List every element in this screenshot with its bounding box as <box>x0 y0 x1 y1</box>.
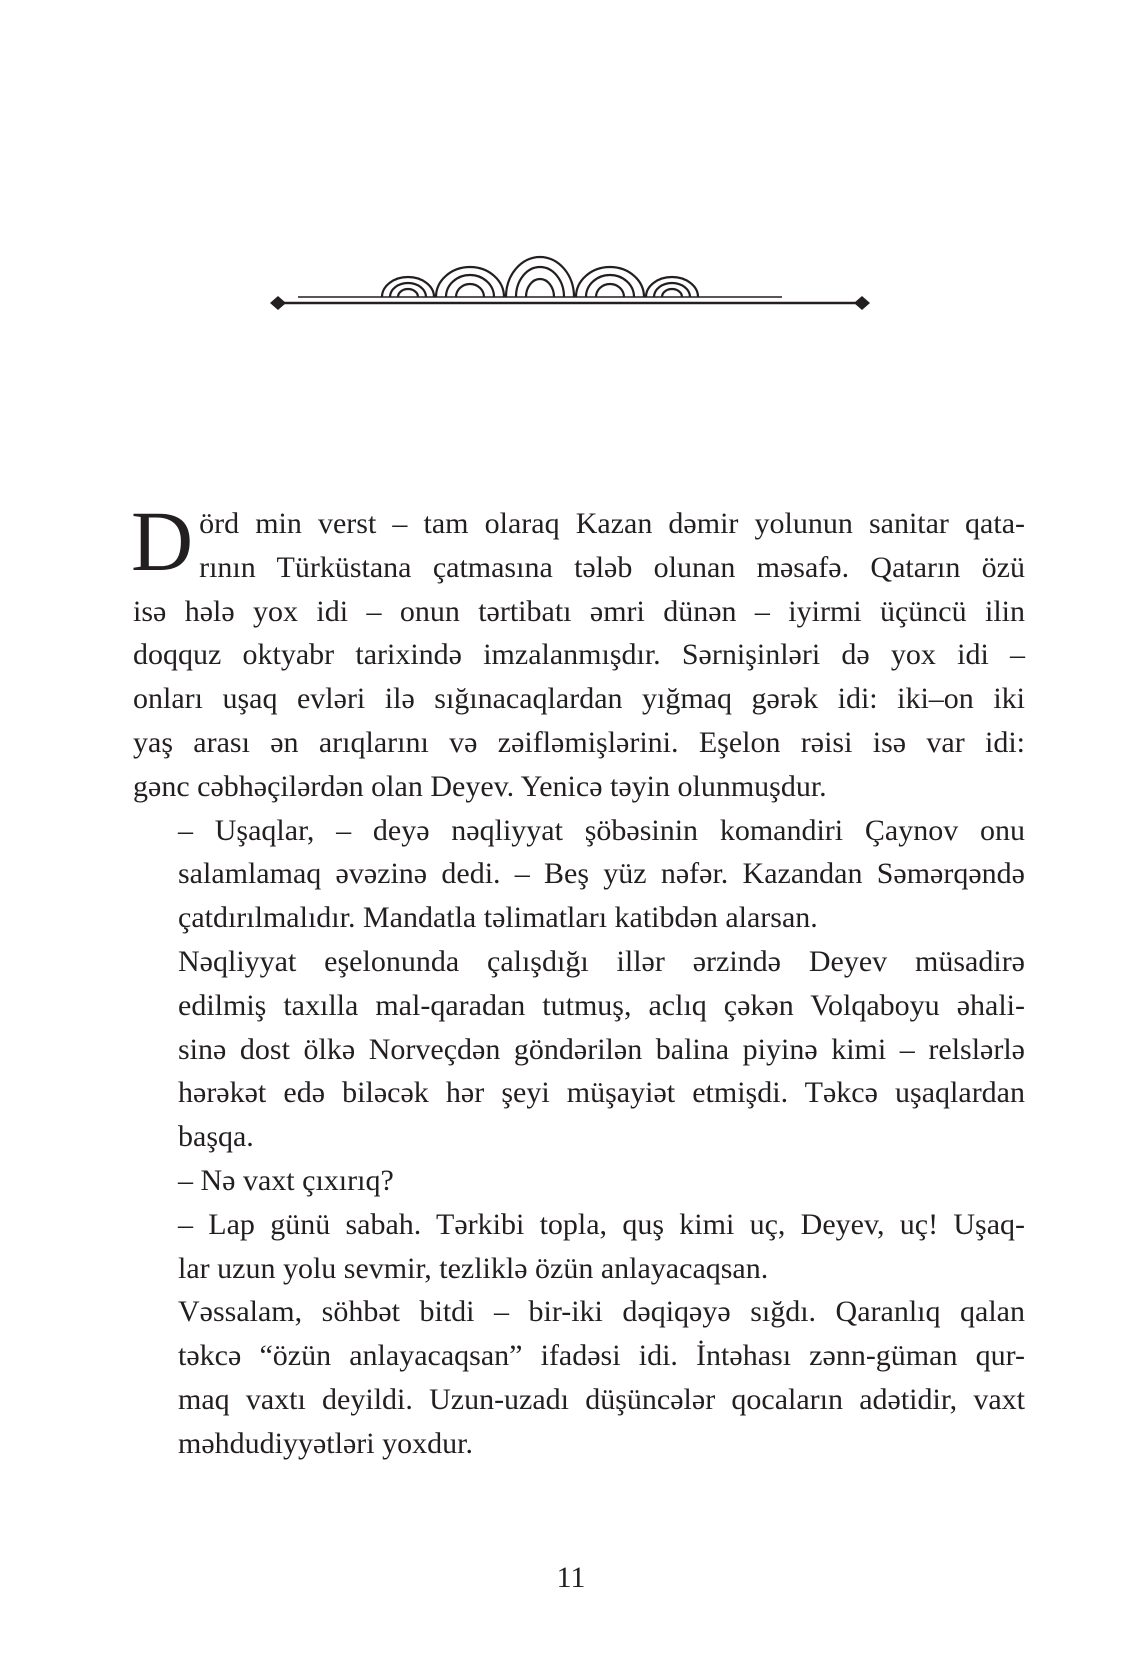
text-line: onları uşaq evləri ilə sığınacaqlardan yığmaq gərək idi: iki–on iki <box>133 682 1025 716</box>
drop-cap: D <box>131 493 194 589</box>
paragraph <box>133 1159 1025 1203</box>
paragraph <box>133 809 1025 940</box>
text-line: yaş arası ən arıqlarını və zəifləmişlərini. Eşelon rəisi isə var idi: <box>133 725 1025 759</box>
text-line: – Lap günü sabah. Tərkibi topla, quş kimi uç, Deyev, uç! Uşaq- <box>178 1207 1025 1241</box>
text-line: çatdırılmalıdır. Mandatla təlimatları katibdən alarsan. <box>178 901 818 935</box>
text-line: – Nə vaxt çıxırıq? <box>178 1163 394 1197</box>
paragraph <box>131 493 1025 809</box>
paragraph <box>133 1203 1025 1291</box>
paragraph <box>133 940 1025 1159</box>
paragraph <box>133 1290 1025 1465</box>
text-line: doqquz oktyabr tarixində imzalanmışdır. Sərnişinləri də yox idi – <box>133 638 1025 672</box>
page-number: 11 <box>556 1561 586 1594</box>
text-line: maq vaxtı deyildi. Uzun-uzadı düşüncələr qocaların adətidir, vaxt <box>178 1382 1025 1416</box>
text-line: sinə dost ölkə Norveçdən göndərilən balina piyinə kimi – relslərlə <box>178 1032 1025 1066</box>
arched-rainbow-divider-icon <box>270 255 870 335</box>
text-line: salamlamaq əvəzinə dedi. – Beş yüz nəfər. Kazandan Səmərqəndə <box>178 857 1025 891</box>
text-line: məhdudiyyətləri yoxdur. <box>178 1426 473 1460</box>
text-line: hərəkət edə biləcək hər şeyi müşayiət etmişdi. Təkcə uşaqlardan <box>178 1076 1025 1110</box>
body-text <box>131 493 1025 1466</box>
text-line: rının Türküstana çatmasına tələb olunan məsafə. Qatarın özü <box>199 550 1025 584</box>
text-line: isə hələ yox idi – onun tərtibatı əmri dünən – iyirmi üçüncü ilin <box>133 594 1025 628</box>
text-line: Vəssalam, söhbət bitdi – bir-iki dəqiqəyə sığdı. Qaranlıq qalan <box>178 1295 1025 1329</box>
text-line: örd min verst – tam olaraq Kazan dəmir yolunun sanitar qata- <box>199 507 1025 540</box>
text-line: gənc cəbhəçilərdən olan Deyev. Yenicə təyin olunmuşdur. <box>133 769 827 803</box>
text-line: lar uzun yolu sevmir, tezliklə özün anlayacaqsan. <box>178 1251 769 1285</box>
text-line: təkcə “özün anlayacaqsan” ifadəsi idi. İntəhası zənn-güman qur- <box>178 1339 1025 1373</box>
text-line: edilmiş taxılla mal-qaradan tutmuş, aclıq çəkən Volqaboyu əhali- <box>178 988 1025 1022</box>
text-line: Nəqliyyat eşelonunda çalışdığı illər ərzində Deyev müsadirə <box>178 944 1025 978</box>
text-line: – Uşaqlar, – deyə nəqliyyat şöbəsinin komandiri Çaynov onu <box>178 813 1025 847</box>
text-line: başqa. <box>178 1120 254 1154</box>
